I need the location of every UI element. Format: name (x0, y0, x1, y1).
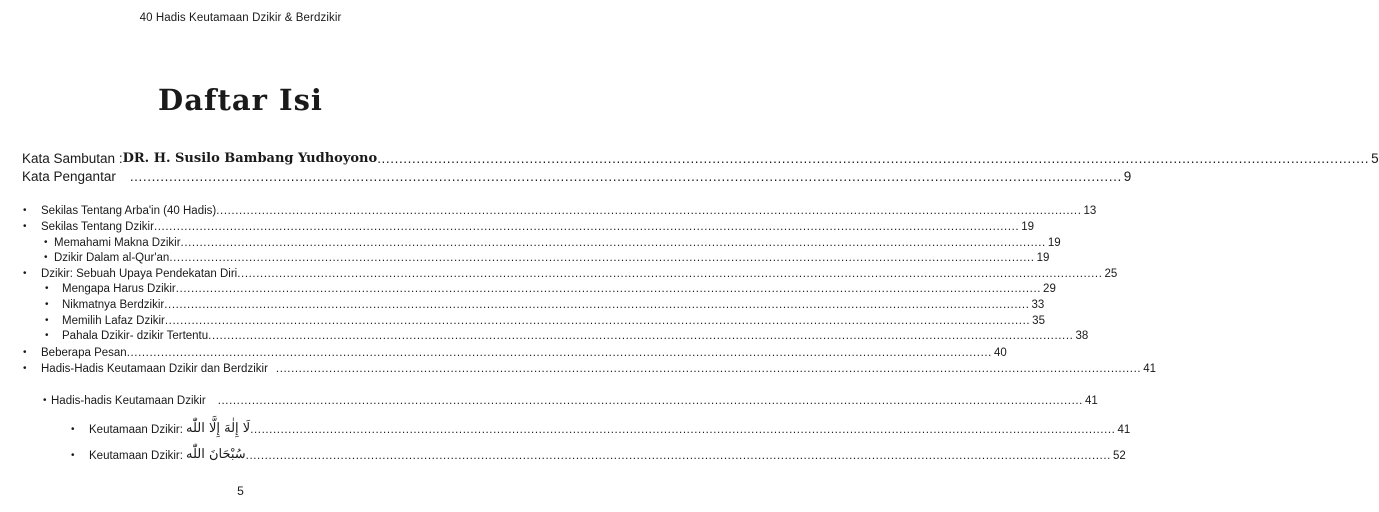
bullet-icon: • (45, 330, 49, 341)
bullet-icon: • (44, 237, 48, 248)
bullet-icon: • (43, 395, 47, 406)
toc-entry-pahala (45, 330, 1089, 342)
toc-entry-memahami-makna (44, 237, 1061, 249)
toc-entry-arbain (23, 205, 1097, 217)
toc-label: Keutamaan Dzikir: (89, 424, 183, 436)
toc-leader: .................................................................................................................................................................................................................................... (180, 237, 1046, 249)
bullet-icon: • (71, 450, 75, 461)
toc-label: Dzikir: Sebuah Upaya Pendekatan Diri (41, 268, 238, 280)
toc-leader: .................................................................................................................................................................................................................................... (245, 450, 1111, 462)
toc-page-number: 9 (1123, 169, 1132, 184)
bullet-icon: • (23, 347, 27, 358)
toc-label: Mengapa Harus Dzikir (62, 283, 176, 295)
toc-page-number: 25 (1104, 268, 1118, 280)
bullet-icon: • (23, 205, 27, 216)
toc-leader: .................................................................................................................................................................................................................................... (164, 315, 1031, 327)
toc-page-number: 41 (1084, 395, 1098, 407)
toc-leader: .................................................................................................................................................................................................................................... (216, 205, 1082, 217)
toc-label: Pahala Dzikir- dzikir Tertentu (62, 330, 209, 342)
page-title: Daftar Isi (158, 83, 323, 117)
arabic-phrase: سُبْحَانَ اللّٰه (185, 447, 246, 462)
toc-entry-nikmatnya (45, 299, 1045, 311)
toc-label: Hadis-hadis Keutamaan Dzikir (51, 395, 206, 407)
toc-entry-keutamaan-tahlil (71, 421, 1131, 436)
toc-entry-mengapa-harus (45, 283, 1056, 295)
toc-label: Nikmatnya Berdzikir (62, 299, 165, 311)
toc-page-number: 33 (1031, 299, 1045, 311)
toc-label: Kata Sambutan : (22, 151, 123, 166)
toc-entry-hadis-keutamaan (43, 395, 1098, 407)
toc-entry-beberapa-pesan (23, 347, 1007, 359)
toc-label: Memilih Lafaz Dzikir (62, 315, 165, 327)
running-header: 40 Hadis Keutamaan Dzikir & Berdzikir (139, 12, 342, 24)
toc-leader: .................................................................................................................................................................................................................................... (129, 169, 1122, 184)
toc-label-author: DR. H. Susilo Bambang Yudhoyono (122, 151, 378, 166)
toc-label: Sekilas Tentang Arba'in (40 Hadis) (41, 205, 217, 217)
toc-page-number: 38 (1075, 330, 1089, 342)
toc-leader: .................................................................................................................................................................................................................................... (169, 252, 1035, 264)
toc-label: Keutamaan Dzikir: (89, 450, 183, 462)
toc-page-number: 40 (993, 347, 1007, 359)
toc-entry-kata-sambutan (22, 151, 1379, 166)
toc-page-number: 29 (1043, 283, 1056, 295)
toc-leader: .................................................................................................................................................................................................................................... (153, 221, 1020, 233)
bullet-icon: • (23, 268, 27, 279)
bullet-icon: • (71, 424, 75, 435)
toc-page-number: 5 (1371, 151, 1379, 166)
toc-leader: .................................................................................................................................................................................................................................... (164, 299, 1030, 311)
toc-entry-sekilas-dzikir (23, 221, 1035, 233)
toc-leader: .................................................................................................................................................................................................................................... (250, 424, 1116, 436)
bullet-icon: • (23, 221, 27, 232)
bullet-icon: • (45, 315, 49, 326)
toc-page-number: 35 (1032, 315, 1045, 327)
toc-entry-kata-pengantar (22, 169, 1132, 184)
toc-label: Hadis-Hadis Keutamaan Dzikir dan Berdzikir (41, 363, 268, 375)
bullet-icon: • (44, 252, 48, 263)
toc-entry-upaya-pendekatan (23, 268, 1118, 280)
toc-leader: .................................................................................................................................................................................................................................... (175, 283, 1042, 295)
page-number-footer: 5 (237, 484, 244, 498)
toc-page-number: 13 (1083, 205, 1097, 217)
arabic-phrase: لَا إِلٰهَ إِلَّا اللّٰه (185, 421, 251, 436)
toc-page-number: 19 (1047, 237, 1061, 249)
toc-leader: .................................................................................................................................................................................................................................... (377, 151, 1370, 166)
bullet-icon: • (45, 283, 49, 294)
toc-entry-keutamaan-tasbih (71, 447, 1126, 462)
toc-label: Memahami Makna Dzikir (54, 237, 181, 249)
toc-leader: .................................................................................................................................................................................................................................... (208, 330, 1074, 342)
toc-entry-memilih-lafaz (45, 315, 1045, 327)
toc-page-number: 41 (1117, 424, 1131, 436)
toc-leader: .................................................................................................................................................................................................................................... (126, 347, 992, 359)
toc-entry-dzikir-alquran (44, 252, 1050, 264)
toc-label: Beberapa Pesan (41, 347, 127, 359)
toc-page-number: 19 (1036, 252, 1050, 264)
bullet-icon: • (45, 299, 49, 310)
toc-label: Sekilas Tentang Dzikir (41, 221, 154, 233)
toc-leader: .................................................................................................................................................................................................................................... (217, 395, 1083, 407)
toc-label: Kata Pengantar (22, 169, 116, 184)
bullet-icon: • (23, 363, 27, 374)
toc-page-number: 41 (1143, 363, 1156, 375)
toc-page-number: 52 (1112, 450, 1126, 462)
toc-label: Dzikir Dalam al-Qur'an (54, 252, 170, 264)
toc-leader: .................................................................................................................................................................................................................................... (275, 363, 1142, 375)
toc-entry-hadis-hadis (23, 363, 1156, 375)
toc-page-number: 19 (1021, 221, 1035, 233)
toc-leader: .................................................................................................................................................................................................................................... (237, 268, 1103, 280)
